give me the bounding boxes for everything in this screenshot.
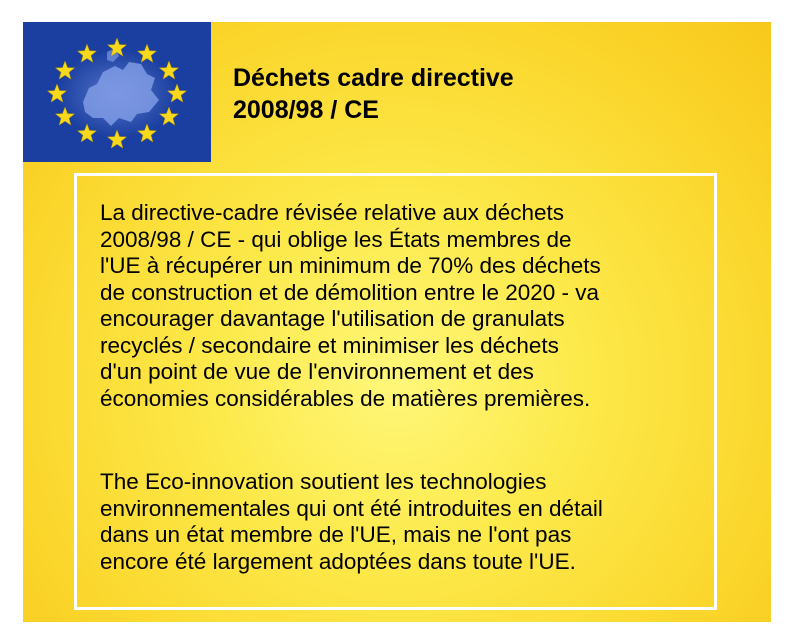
- text-line: l'UE à récupérer un minimum de 70% des déchets: [100, 253, 601, 278]
- text-line: encore été largement adoptées dans toute l'UE.: [100, 548, 576, 574]
- eu-flag-icon: [23, 22, 211, 162]
- text-line: dans un état membre de l'UE, mais ne l'ont pas: [100, 522, 572, 547]
- text-line: 2008/98 / CE - qui oblige les États membres de: [100, 226, 572, 252]
- text-line: d'un point de vue de l'environnement et des: [100, 359, 534, 384]
- content-box: [74, 173, 717, 610]
- text-line: La directive-cadre révisée relative aux déchets: [100, 200, 564, 225]
- title-line-2: 2008/98 / CE: [233, 96, 379, 124]
- text-line: The Eco-innovation soutient les technologies: [100, 469, 547, 494]
- text-line: environnementales qui ont été introduites en détail: [100, 495, 603, 521]
- text-line: encourager davantage l'utilisation de granulats: [100, 306, 565, 331]
- slide: [23, 22, 771, 622]
- paragraph-eco-innovation: [100, 469, 710, 575]
- text-line: économies considérables de matières premières.: [100, 385, 591, 411]
- paragraph-directive: [100, 200, 710, 412]
- eu-flag-graphic: [23, 22, 211, 162]
- title-line-1: Déchets cadre directive: [233, 64, 514, 92]
- text-line: recyclés / secondaire et minimiser les déchets: [100, 332, 559, 358]
- text-line: de construction et de démolition entre le 2020 - va: [100, 279, 600, 305]
- page-title: [233, 62, 753, 126]
